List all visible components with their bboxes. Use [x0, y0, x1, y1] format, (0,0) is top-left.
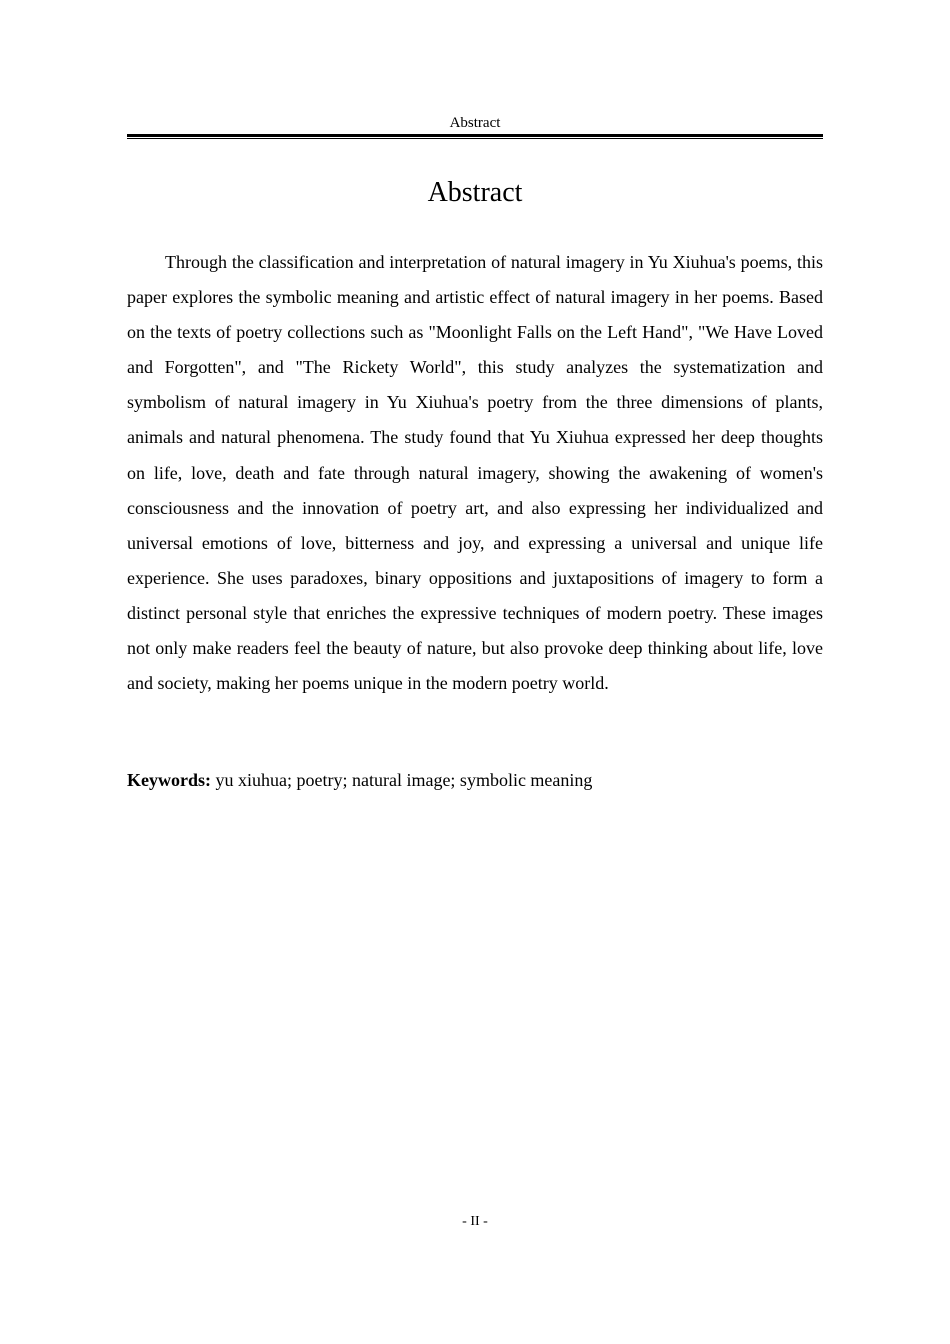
keywords-value: yu xiuhua; poetry; natural image; symbolic meaning	[211, 770, 593, 790]
abstract-paragraph: Through the classification and interpretation of natural imagery in Yu Xiuhua's poems, this paper explores the symbolic meaning and artistic effect of natural imagery in her poems. Based on the texts of poetry collections such as "Moonlight Falls on the Left Hand", "We Have Loved and Forgotten", and "The Rickety World", this study analyzes the systematization and symbolism of natural imagery in Yu Xiuhua's poetry from the three dimensions of plants, animals and natural phenomena. The study found that Yu Xiuhua expressed her deep thoughts on life, love, death and fate through natural imagery, showing the awakening of women's consciousness and the innovation of poetry art, and also expressing her individualized and universal emotions of love, bitterness and joy, and expressing a universal and unique life experience. She uses paradoxes, binary oppositions and juxtapositions of imagery to form a distinct personal style that enriches the expressive techniques of modern poetry. These images not only make readers feel the beauty of nature, but also provoke deep thinking about life, love and society, making her poems unique in the modern poetry world.	[127, 252, 823, 694]
header-rule-thick	[127, 134, 823, 137]
keywords-line	[127, 766, 823, 794]
header-rule-thin	[127, 138, 823, 139]
page-number: - II -	[462, 1214, 488, 1229]
page-title: Abstract	[427, 177, 523, 208]
running-header: Abstract	[449, 115, 501, 131]
keywords-label: Keywords:	[127, 770, 211, 790]
